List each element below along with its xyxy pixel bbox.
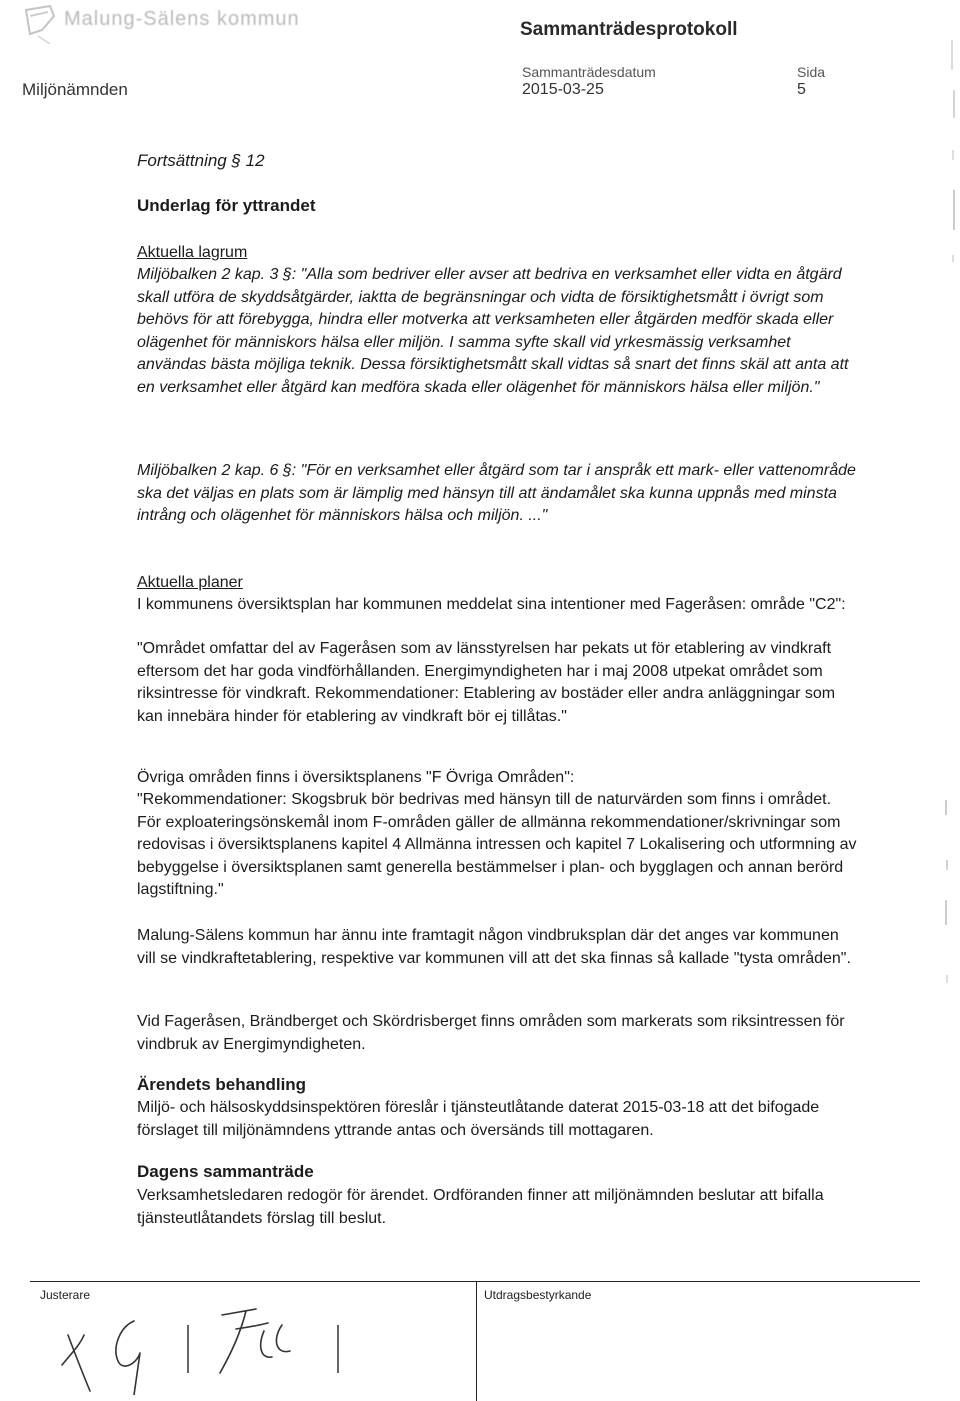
footer-divider (30, 1281, 920, 1282)
dagens-paragraph: Verksamhetsledaren redogör för ärendet. Ordföranden finner att miljönämnden beslutar att bifalla tjänsteutlåtandets förslag till beslut. (137, 1187, 824, 1227)
planer-paragraph-1: I kommunens översiktsplan har kommunen meddelat sina intentioner med Fageråsen: område "C2": (137, 596, 846, 613)
ovriga-quote: "Rekommendationer: Skogsbruk bör bedrivas med hänsyn till de naturvärden som finns i området. För exploateringsönskemål inom F-områden gäller de allmänna rekommendationer/skrivningar som redovisas i översiktsplanens kapitel 4 Allmänna intressen och kapitel 7 Lokalisering och utformning av bebyggelse i översiktsplanen samt generella bestämmelser i plan- och bygglagen och annan berörd lagstiftning." (137, 791, 857, 898)
date-label: Sammanträdesdatum (522, 64, 656, 80)
coat-of-arms-icon (20, 4, 64, 44)
continuation-note: Fortsättning § 12 (137, 151, 265, 170)
section-heading-underlag: Underlag för yttrandet (137, 196, 316, 215)
lagrum-paragraph-2: Miljöbalken 2 kap. 6 §: "För en verksamhet eller åtgärd som tar i anspråk ett mark- eller vattenområde ska det väljas en plats som är lämplig med hänsyn till att ändamålet ska kunna uppnås med minsta intrång och olägenhet för människors hälsa och miljön. ..." (137, 462, 856, 524)
lagrum-paragraph-1: Miljöbalken 2 kap. 3 §: "Alla som bedriver eller avser att bedriva en verksamhet eller vidta en åtgärd skall utföra de skyddsåtgärder, iaktta de begränsningar och vidta de försiktighetsmått i övrigt som behövs för att förebygga, hindra eller motverka att verksamheten eller åtgärden medför skada eller olägenhet för människors hälsa eller miljön. I samma syfte skall vid yrkesmässig verksamhet användas bästa möjliga teknik. Dessa försiktighetsmått skall vidtas så snart det finns skäl att anta att en verksamhet eller åtgärd kan medföra skada eller olägenhet för människors hälsa eller miljön." (137, 266, 849, 396)
section-heading-behandling: Ärendets behandling (137, 1075, 307, 1094)
page-number: 5 (797, 81, 806, 98)
utdragsbestyrkande-label: Utdragsbestyrkande (484, 1288, 592, 1302)
page-label: Sida (797, 64, 826, 80)
handwritten-signatures (50, 1295, 370, 1395)
meeting-date: 2015-03-25 (522, 81, 604, 98)
document-title: Sammanträdesprotokoll (520, 19, 738, 40)
malung-paragraph: Malung-Sälens kommun har ännu inte framtagit någon vindbruksplan där det anges var kommunen vill se vindkraftetablering, respektive var kommunen vill att det ska finnas så kallade "tysta områden". (137, 927, 851, 967)
municipality-logo (20, 4, 300, 44)
subheading-planer: Aktuella planer (137, 574, 243, 591)
organization-name: Miljönämnden (22, 80, 128, 99)
riksintresse-paragraph: Vid Fageråsen, Brändberget och Skördrisberget finns områden som markerats som riksintressen för vindbruk av Energimyndigheten. (137, 1013, 845, 1053)
footer-column-divider (476, 1281, 477, 1401)
subheading-lagrum: Aktuella lagrum (137, 244, 248, 261)
logo-text: Malung-Sälens kommun (64, 8, 300, 30)
planer-paragraph-2: "Området omfattar del av Fageråsen som av länsstyrelsen har pekats ut för etablering av vindkraft eftersom det har goda vindförhållanden. Energimyndigheten har i maj 2008 utpekat området som riksintresse för vindkraft. Rekommendationer: Etablering av bostäder eller andra anläggningar som kan innebära hinder för etablering av vindkraft bör ej tillåtas." (137, 640, 836, 725)
behandling-paragraph: Miljö- och hälsoskyddsinspektören föreslår i tjänsteutlåtande daterat 2015-03-18 att det bifogade förslaget till miljönämndens yttrande antas och översänds till mottagaren. (137, 1099, 820, 1139)
justerare-label: Justerare (40, 1288, 91, 1302)
scan-margin-marks (940, 0, 958, 1401)
ovriga-intro: Övriga områden finns i översiktsplanens "F Övriga Områden": (137, 769, 575, 786)
section-heading-dagens: Dagens sammanträde (137, 1162, 314, 1181)
